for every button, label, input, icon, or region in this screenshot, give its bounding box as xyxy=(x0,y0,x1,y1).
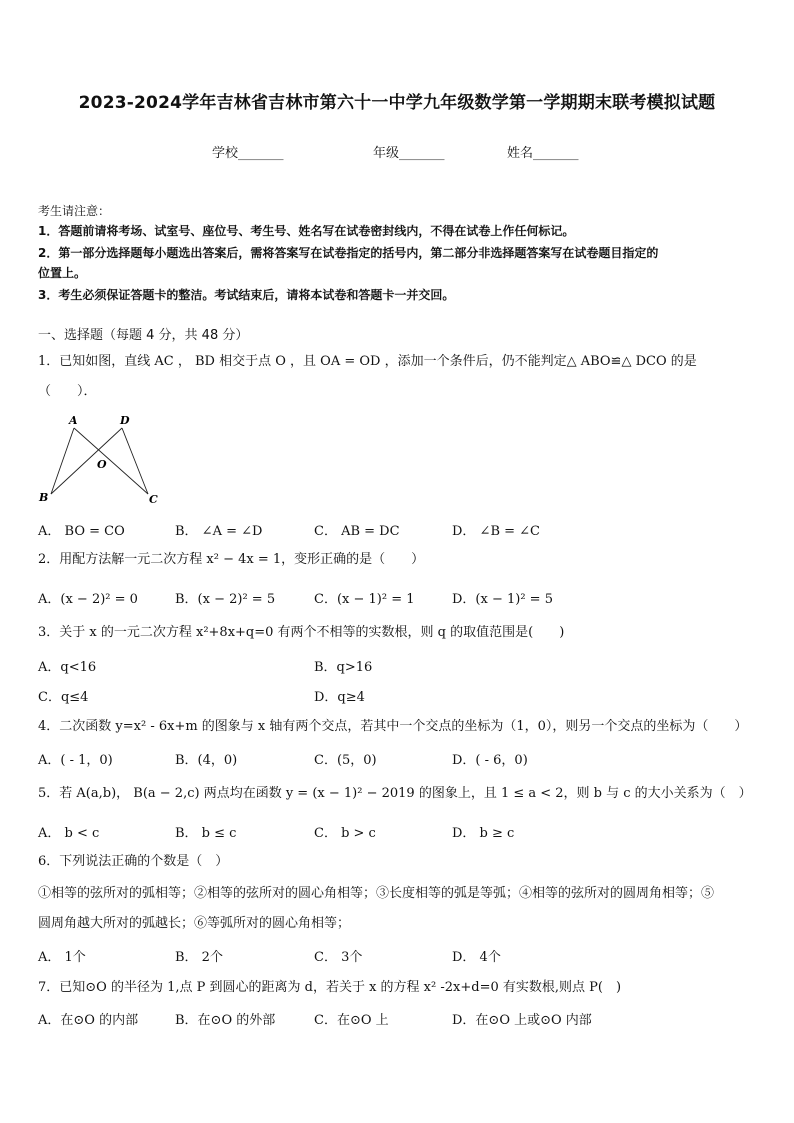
q6-statements-line2: 圆周角越大所对的弧越长；⑥等弧所对的圆心角相等； xyxy=(38,916,351,931)
q2-option-b[interactable]: B．(x − 2)² = 5 xyxy=(175,592,276,607)
q5-option-d[interactable]: D． b ≥ c xyxy=(452,826,515,841)
q4-option-b[interactable]: B．(4，0) xyxy=(175,753,238,768)
q1-option-b[interactable]: B． ∠A = ∠D xyxy=(175,524,263,539)
q7-stem: 7．已知⊙O 的半径为 1,点 P 到圆心的距离为 d，若关于 x 的方程 x² -2x+d=0 有实数根,则点 P( ) xyxy=(38,980,622,995)
q1-option-d[interactable]: D． ∠B = ∠C xyxy=(452,524,540,539)
label-c: C xyxy=(149,493,158,506)
label-o: O xyxy=(97,458,107,471)
q6-stem: 6．下列说法正确的个数是（ ） xyxy=(38,854,229,869)
notice-heading: 考生请注意： xyxy=(38,204,111,218)
q5-option-b[interactable]: B． b ≤ c xyxy=(175,826,237,841)
notice-item-2: 2．第一部分选择题每小题选出答案后，需将答案写在试卷指定的括号内，第二部分非选择题答案写在试卷题目指定的 xyxy=(38,246,659,260)
label-d: D xyxy=(120,414,130,427)
q5-stem: 5．若 A(a,b)， B(a − 2,c) 两点均在函数 y = (x − 1)² − 2019 的图象上，且 1 ≤ a < 2，则 b 与 c 的大小关系为（ ） xyxy=(38,786,752,801)
notice-item-3: 3．考生必须保证答题卡的整洁。考试结束后，请将本试卷和答题卡一并交回。 xyxy=(38,288,455,302)
q4-stem: 4．二次函数 y=x² - 6x+m 的图象与 x 轴有两个交点，若其中一个交点的坐标为（1，0），则另一个交点的坐标为（ ） xyxy=(38,719,748,734)
notice-item-2-cont: 位置上。 xyxy=(38,266,87,280)
q2-stem: 2．用配方法解一元二次方程 x² − 4x = 1，变形正确的是（ ） xyxy=(38,552,425,567)
q1-option-a[interactable]: A． BO = CO xyxy=(38,524,125,539)
q6-option-c[interactable]: C． 3个 xyxy=(314,950,363,965)
q3-option-d[interactable]: D．q≥4 xyxy=(314,690,365,705)
q1-stem: 1．已知如图，直线 AC ， BD 相交于点 O ，且 OA = OD ，添加一个条件后，仍不能判定△ ABO≌△ DCO 的是 xyxy=(38,354,697,369)
segment-dc xyxy=(122,428,148,494)
q6-option-b[interactable]: B． 2个 xyxy=(175,950,223,965)
section-heading: 一、选择题（每题 4 分，共 48 分） xyxy=(38,328,249,343)
label-a: A xyxy=(69,414,78,427)
school-field: 学校_______ xyxy=(212,146,284,161)
q4-option-a[interactable]: A．( - 1，0) xyxy=(38,753,113,768)
q7-option-b[interactable]: B．在⊙O 的外部 xyxy=(175,1013,276,1028)
q3-option-b[interactable]: B．q>16 xyxy=(314,660,373,675)
q3-stem: 3．关于 x 的一元二次方程 x²+8x+q=0 有两个不相等的实数根，则 q 的取值范围是( ) xyxy=(38,625,565,640)
q2-option-d[interactable]: D．(x − 1)² = 5 xyxy=(452,592,553,607)
q2-option-c[interactable]: C．(x − 1)² = 1 xyxy=(314,592,415,607)
q4-option-d[interactable]: D．( - 6，0) xyxy=(452,753,528,768)
q2-option-a[interactable]: A．(x − 2)² = 0 xyxy=(38,592,138,607)
grade-field: 年级_______ xyxy=(373,146,445,161)
q4-option-c[interactable]: C．(5，0) xyxy=(314,753,377,768)
label-b: B xyxy=(39,491,49,504)
notice-item-1: 1．答题前请将考场、试室号、座位号、考生号、姓名写在试卷密封线内，不得在试卷上作任何标记。 xyxy=(38,224,575,238)
q6-option-a[interactable]: A． 1个 xyxy=(38,950,86,965)
q3-option-c[interactable]: C．q≤4 xyxy=(38,690,89,705)
q1-option-c[interactable]: C． AB = DC xyxy=(314,524,400,539)
q7-option-c[interactable]: C．在⊙O 上 xyxy=(314,1013,389,1028)
q7-option-a[interactable]: A．在⊙O 的内部 xyxy=(38,1013,139,1028)
q7-option-d[interactable]: D．在⊙O 上或⊙O 内部 xyxy=(452,1013,592,1028)
q1-figure xyxy=(36,410,166,508)
q5-option-a[interactable]: A． b < c xyxy=(38,826,100,841)
q1-stem-bracket: （ ）． xyxy=(38,384,97,399)
q3-option-a[interactable]: A．q<16 xyxy=(38,660,97,675)
q5-option-c[interactable]: C． b > c xyxy=(314,826,376,841)
q6-statements-line1: ①相等的弦所对的弧相等；②相等的弦所对的圆心角相等；③长度相等的弧是等弧；④相等的弦所对的圆周角相等；⑤ xyxy=(38,886,715,901)
name-field: 姓名_______ xyxy=(507,146,579,161)
exam-title: 2023-2024学年吉林省吉林市第六十一中学九年级数学第一学期期末联考模拟试题 xyxy=(78,93,716,113)
q6-option-d[interactable]: D． 4个 xyxy=(452,950,501,965)
segment-ab xyxy=(51,428,74,494)
